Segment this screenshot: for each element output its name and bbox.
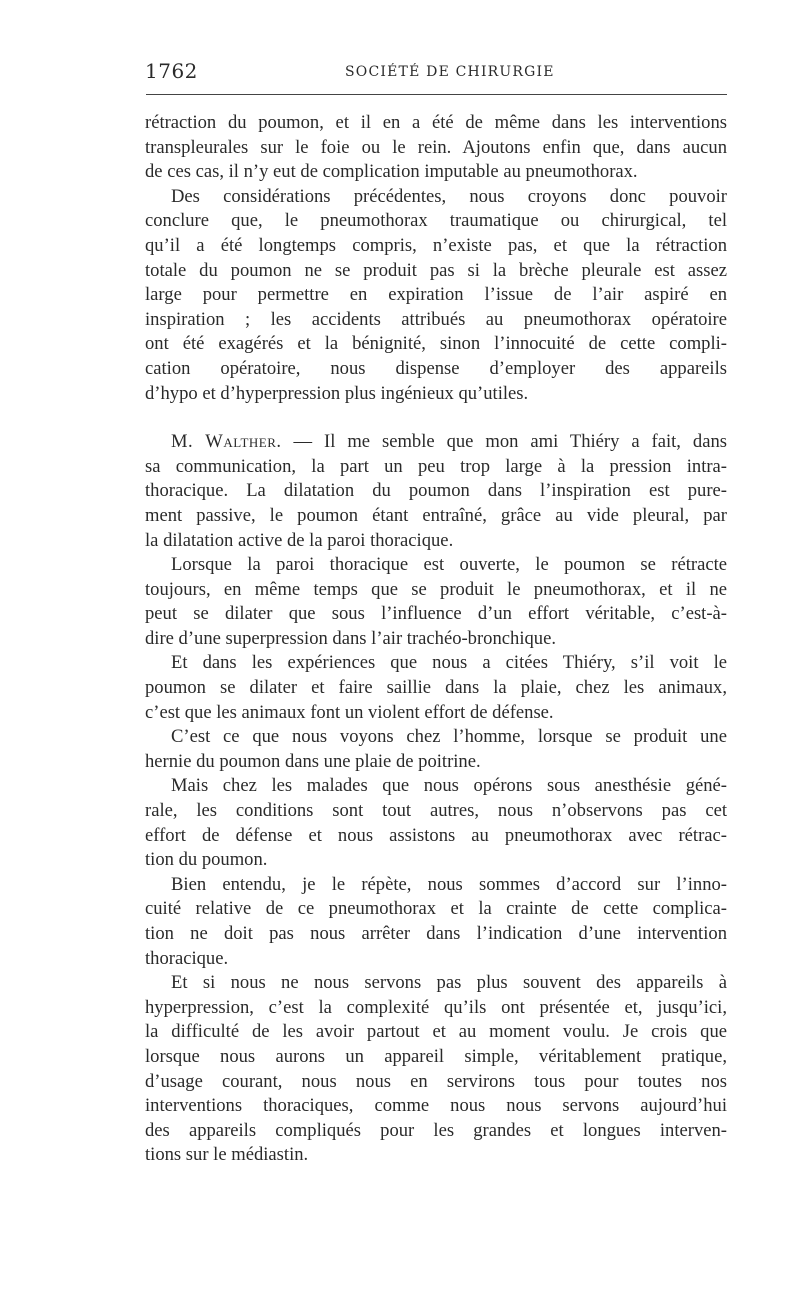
text-line: tion ne doit pas nous arrêter dans l’indication d’une intervention [145, 923, 727, 944]
header-rule [146, 94, 727, 95]
text-line: Des considérations précédentes, nous croyons donc pouvoir [171, 185, 727, 207]
paragraph-4 [145, 553, 727, 651]
text-line: large pour permettre en expiration l’issue de l’air aspiré en [145, 284, 727, 306]
text-line: qu’il a été longtemps compris, n’existe pas, et que la rétraction [145, 234, 727, 256]
text-line: totale du poumon ne se produit pas si la brèche pleurale est assez [145, 259, 727, 281]
text-line: d’usage courant, nous nous en servirons tous pour toutes nos [145, 1070, 727, 1092]
text-line: peut se dilater que sous l’influence d’un effort véritable, c’est-à- [145, 603, 727, 625]
text-line: Et dans les expériences que nous a citées Thiéry, s’il voit le [171, 652, 727, 674]
text-line [145, 430, 727, 455]
paragraph-8 [145, 873, 727, 971]
text-line: lorsque nous aurons un appareil simple, véritablement pratique, [145, 1045, 727, 1067]
text-line: C’est ce que nous voyons chez l’homme, lorsque se produit une [171, 726, 727, 748]
speaker-name: M. Walther. [171, 431, 282, 453]
text-line: hernie du poumon dans une plaie de poitrine. [145, 750, 481, 772]
text-line: ment passive, le poumon étant entraîné, grâce au vide pleural, par [145, 504, 727, 526]
page-header [145, 55, 727, 85]
text-line: de ces cas, il n’y eut de complication imputable au pneumothorax. [145, 161, 638, 183]
text-line: Mais chez les malades que nous opérons sous anesthésie géné- [171, 775, 727, 797]
text-line: la dilatation active de la paroi thoracique. [145, 529, 454, 551]
paragraph-7 [145, 774, 727, 872]
text-line: hyperpression, c’est la complexité qu’ils ont présentée et, jusqu’ici, [145, 996, 727, 1018]
text-line: interventions thoraciques, comme nous nous servons aujourd’hui [145, 1095, 727, 1117]
text-line: Et si nous ne nous servons pas plus souvent des appareils à [171, 972, 727, 994]
running-head: SOCIÉTÉ DE CHIRURGIE [345, 64, 555, 80]
paragraph-2 [145, 185, 727, 406]
text-line: des appareils compliqués pour les grandes et longues interven- [145, 1119, 727, 1141]
paragraph-6 [145, 725, 727, 774]
text-line: Lorsque la paroi thoracique est ouverte, le poumon se rétracte [171, 554, 727, 576]
text-line: d’hypo et d’hyperpression plus ingénieux qu’utiles. [145, 382, 529, 404]
text-line: c’est que les animaux font un violent effort de défense. [145, 701, 554, 723]
text-line: la difficulté de les avoir partout et au moment voulu. Je crois que [145, 1021, 727, 1043]
speaker-line-rest: — Il me semble que mon ami Thiéry a fait, dans [281, 431, 727, 453]
text-line: toujours, en même temps que se produit le pneumothorax, et il ne [145, 578, 727, 600]
body-text [145, 111, 727, 1168]
text-line: cuité relative de ce pneumothorax et la crainte de cette complica- [145, 898, 727, 920]
text-line: tion du poumon. [145, 849, 268, 871]
text-line: rétraction du poumon, et il en a été de même dans les interventions [145, 112, 727, 133]
paragraph-3 [145, 430, 727, 553]
text-line: ont été exagérés et la bénignité, sinon l’innocuité de cette compli- [145, 333, 727, 355]
text-line: transpleurales sur le foie ou le rein. Ajoutons enfin que, dans aucun [145, 136, 727, 158]
text-line: thoracique. La dilatation du poumon dans l’inspiration est pure- [145, 480, 727, 502]
text-line: effort de défense et nous assistons au pneumothorax avec rétrac- [145, 824, 727, 846]
text-line: poumon se dilater et faire saillie dans la plaie, chez les animaux, [145, 677, 727, 699]
text-line: dire d’une superpression dans l’air trachéo-bronchique. [145, 627, 556, 649]
text-line: tions sur le médiastin. [145, 1144, 309, 1166]
paragraph-1 [145, 111, 727, 185]
paragraph-9 [145, 971, 727, 1168]
paragraph-5 [145, 651, 727, 725]
text-line: rale, les conditions sont tout autres, nous n’observons pas cet [145, 800, 727, 822]
text-line: inspiration ; les accidents attribués au pneumothorax opératoire [145, 308, 727, 330]
text-line: thoracique. [145, 947, 229, 969]
text-line: sa communication, la part un peu trop large à la pression intra- [145, 455, 727, 477]
paragraph-gap [145, 406, 727, 430]
text-line: conclure que, le pneumothorax traumatique ou chirurgical, tel [145, 210, 727, 232]
text-line: cation opératoire, nous dispense d’employer des appareils [145, 357, 727, 379]
page-number: 1762 [145, 59, 198, 83]
text-line: Bien entendu, je le répète, nous sommes d’accord sur l’inno- [171, 873, 727, 895]
